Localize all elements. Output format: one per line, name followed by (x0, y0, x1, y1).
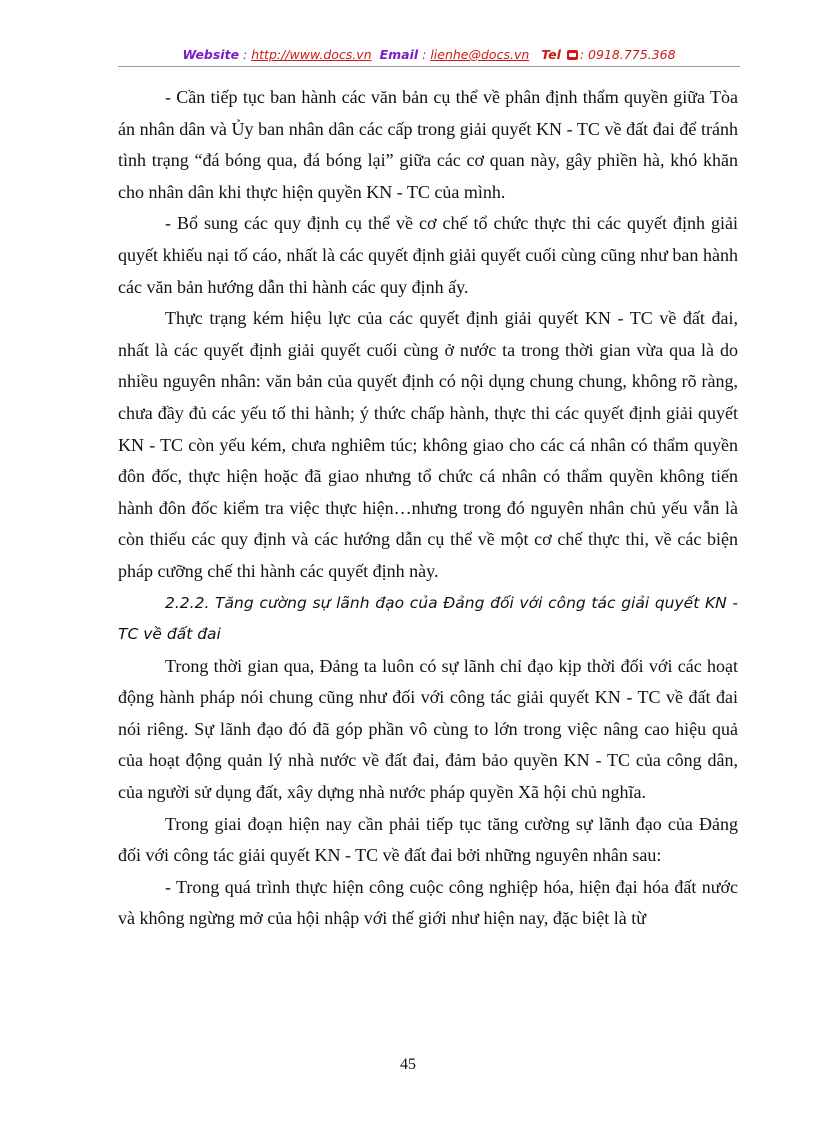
header-divider (118, 66, 740, 67)
paragraph-4: Trong thời gian qua, Đảng ta luôn có sự lãnh chỉ đạo kịp thời đối với các hoạt động hành pháp nói chung cũng như đối với công tác giải quyết KN - TC về đất đai nói riêng. Sự lãnh đạo đó đã góp phần vô cùng to lớn trong việc nâng cao hiệu quả của hoạt động quản lý nhà nước về đất đai, đảm bảo quyền KN - TC của công dân, của người sử dụng đất, xây dựng nhà nước pháp quyền Xã hội chủ nghĩa. (118, 655, 738, 803)
email-link[interactable]: lienhe@docs.vn (430, 47, 530, 62)
paragraph-2: - Bổ sung các quy định cụ thể về cơ chế tổ chức thực thi các quyết định giải quyết khiếu nại tố cáo, nhất là các quyết định giải quyết cuối cùng cũng như ban hành các văn bản hướng dẫn thi hành các quy định ấy. (118, 213, 738, 297)
paragraph-3: Thực trạng kém hiệu lực của các quyết định giải quyết KN - TC về đất đai, nhất là các quyết định giải quyết cuối cùng ở nước ta trong thời gian vừa qua là do nhiều nguyên nhân: văn bản của quyết định có nội dụng chung chung, không rõ ràng, chưa đầy đủ các yếu tố thi hành; ý thức chấp hành, thực thi các quyết định giải quyết KN - TC còn yếu kém, chưa nghiêm túc; không giao cho các cá nhân có thẩm quyền đôn đốc, thực hiện hoặc đã giao nhưng tổ chức cá nhân có thẩm quyền không tiến hành đôn đốc kiểm tra việc thực hiện…nhưng trong đó nguyên nhân chủ yếu vẫn là còn thiếu các quy định và các hướng dẫn cụ thể về một cơ chế thực thi, về các biện pháp cưỡng chế thi hành các quyết định này. (118, 308, 738, 581)
tel-value: : 0918.775.368 (579, 47, 676, 62)
paragraph-1: - Cần tiếp tục ban hành các văn bản cụ thể về phân định thẩm quyền giữa Tòa án nhân dân và Ủy ban nhân dân các cấp trong giải quyết KN - TC về đất đai để tránh tình trạng “đá bóng qua, đá bóng lại” giữa các cơ quan này, gây phiền hà, khó khăn cho nhân dân khi thực hiện quyền KN - TC của mình. (118, 87, 738, 202)
section-heading: 2.2.2. Tăng cường sự lãnh đạo của Đảng đối với công tác giải quyết KN - TC về đất đai (118, 593, 738, 644)
paragraph-6: - Trong quá trình thực hiện công cuộc công nghiệp hóa, hiện đại hóa đất nước và không ngừng mở của hội nhập với thế giới như hiện nay, đặc biệt là từ (118, 876, 738, 929)
paragraph-5: Trong giai đoạn hiện nay cần phải tiếp tục tăng cường sự lãnh đạo của Đảng đối với công tác giải quyết KN - TC về đất đai bởi những nguyên nhân sau: (118, 813, 738, 866)
email-label: Email (379, 47, 419, 62)
website-separator: : (239, 47, 252, 62)
page-header (118, 47, 740, 62)
phone-icon (567, 50, 578, 60)
document-body (118, 82, 738, 935)
website-link[interactable]: http://www.docs.vn (251, 47, 372, 62)
email-separator: : (418, 47, 431, 62)
page-number: 45 (400, 1056, 416, 1073)
website-label: Website (182, 47, 240, 62)
tel-label: Tel (541, 47, 561, 62)
